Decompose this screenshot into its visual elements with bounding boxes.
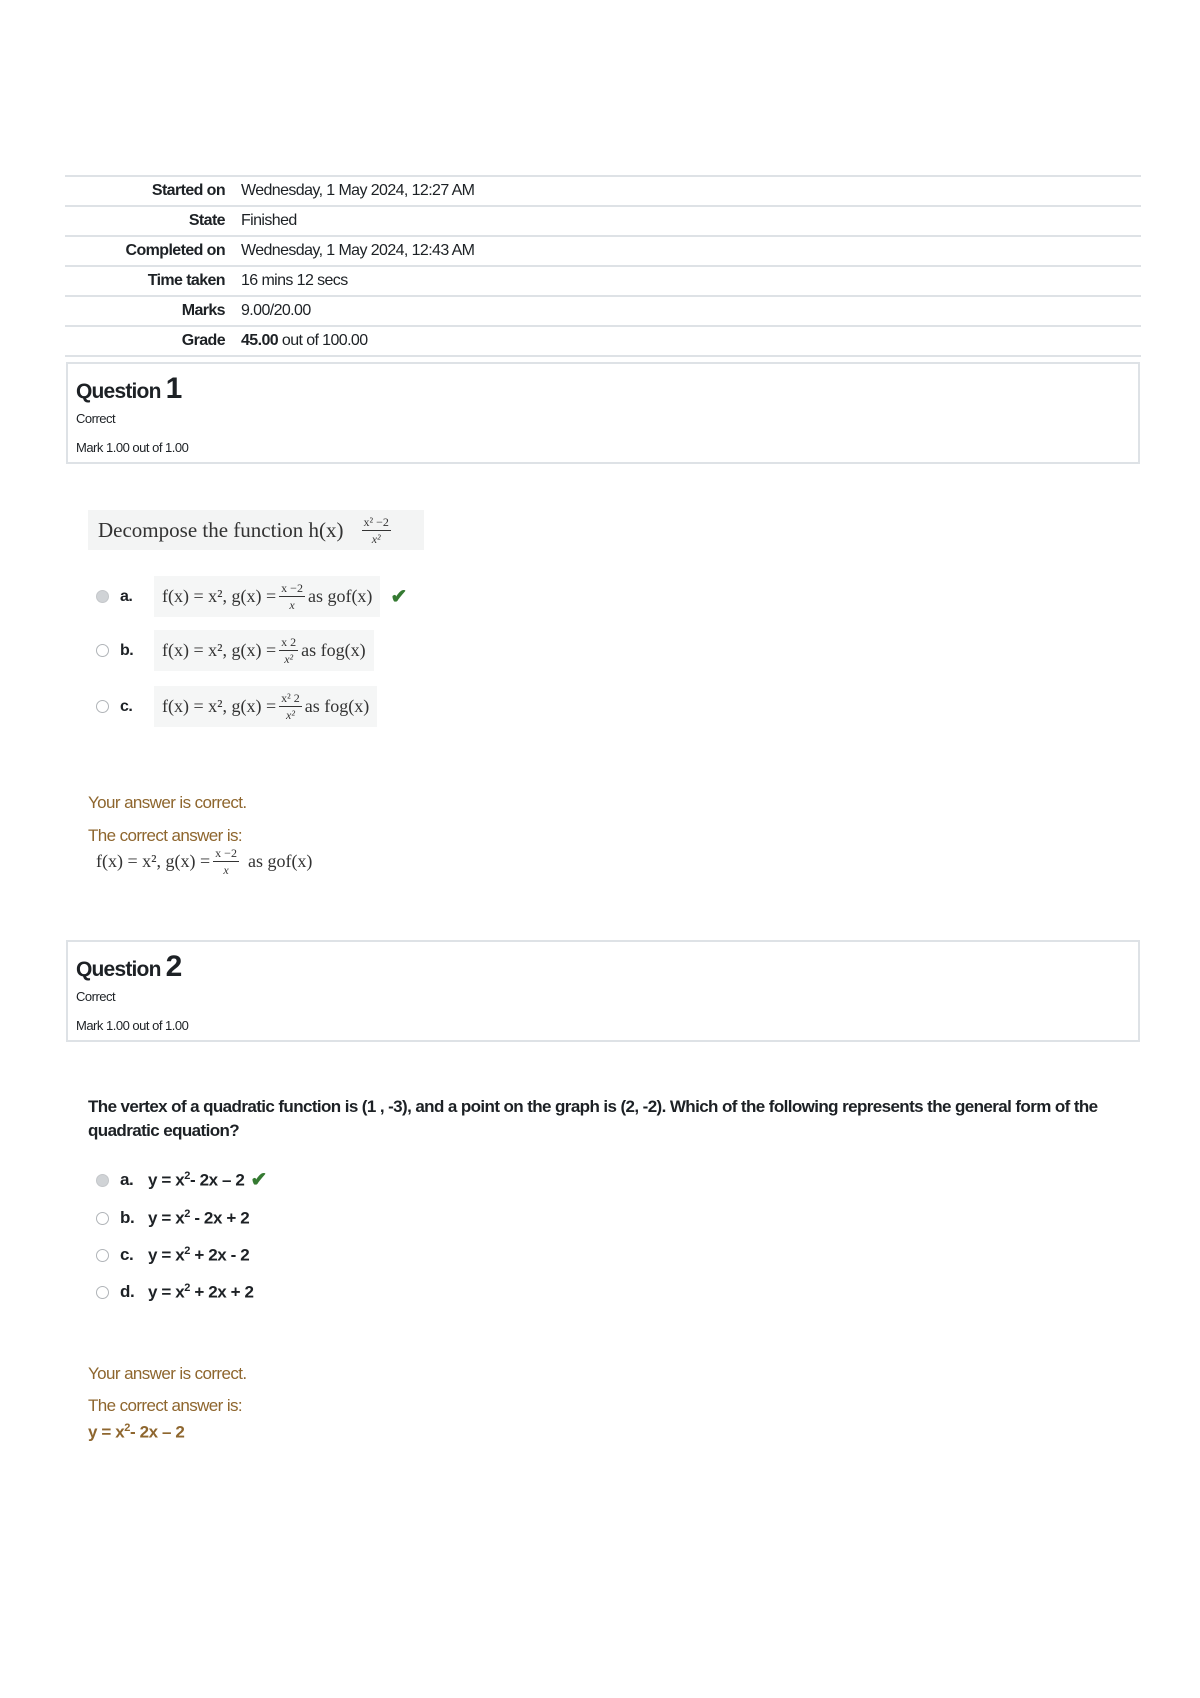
option-math-post: as fog(x) [304, 696, 370, 716]
correct-fraction [213, 847, 239, 876]
summary-row-time-taken [65, 266, 1141, 296]
equation-post: - 2x – 2 [190, 1170, 245, 1190]
option-letter: c. [120, 1245, 134, 1265]
fraction-denominator: x² [286, 708, 295, 722]
fraction-numerator: x 2 [281, 635, 297, 649]
attempt-summary-table [65, 175, 1141, 357]
summary-row-state [65, 206, 1141, 236]
question-2-info [66, 940, 1140, 1042]
q2-correct-label: The correct answer is: [88, 1396, 243, 1415]
fraction-numerator: x² −2 [363, 514, 389, 529]
grade-suffix: out of 100.00 [281, 332, 368, 349]
option-equation [148, 1282, 254, 1303]
equation-post: + 2x + 2 [190, 1282, 254, 1302]
option-equation [148, 1245, 249, 1266]
correct-math-post: as gof(x) [247, 851, 313, 871]
q1-option-b[interactable] [96, 630, 374, 671]
summary-row-completed [65, 236, 1141, 266]
prompt-text: Decompose the function h(x) [98, 517, 344, 542]
option-letter: a. [120, 1170, 134, 1190]
equation-exponent: 2 [184, 1208, 191, 1220]
q1-correct-answer [96, 847, 312, 876]
radio-button[interactable] [96, 1249, 109, 1262]
fraction-denominator: x [289, 598, 295, 612]
option-math-pre: f(x) = x², g(x) = [162, 586, 277, 606]
equation-post: - 2x – 2 [130, 1422, 185, 1442]
checkmark-icon: ✔ [390, 585, 408, 608]
option-equation [148, 1208, 249, 1229]
radio-button[interactable] [96, 1174, 109, 1187]
summary-value: Wednesday, 1 May 2024, 12:27 AM [241, 182, 475, 199]
equation-pre: y = x [148, 1282, 185, 1302]
fraction-numerator: x² 2 [281, 691, 300, 705]
q1-option-c[interactable] [96, 686, 377, 727]
q1-option-a[interactable] [96, 576, 407, 617]
equation-pre: y = x [148, 1245, 185, 1265]
q2-option-a[interactable] [96, 1170, 267, 1191]
fraction-denominator: x² [371, 531, 381, 546]
q2-option-d[interactable] [96, 1282, 254, 1303]
question-state: Correct [76, 989, 116, 1004]
q2-option-c[interactable] [96, 1245, 249, 1266]
summary-row-grade [65, 326, 1141, 356]
equation-post: - 2x + 2 [190, 1208, 250, 1228]
equation-exponent: 2 [184, 1282, 191, 1294]
question-state: Correct [76, 411, 116, 426]
summary-label: Grade [181, 332, 225, 349]
option-content [154, 630, 374, 671]
option-content [154, 686, 377, 727]
equation-exponent: 2 [124, 1422, 131, 1434]
checkmark-icon: ✔ [250, 1169, 268, 1192]
summary-value: 16 mins 12 secs [241, 272, 348, 289]
equation-post: + 2x - 2 [190, 1245, 250, 1265]
option-equation [148, 1170, 244, 1191]
summary-value: 9.00/20.00 [241, 302, 311, 319]
question-grade: Mark 1.00 out of 1.00 [76, 1018, 189, 1033]
equation-exponent: 2 [184, 1245, 191, 1257]
option-fraction [279, 582, 305, 611]
option-letter: b. [120, 641, 134, 659]
summary-label: Started on [151, 182, 225, 199]
summary-value: Wednesday, 1 May 2024, 12:43 AM [241, 242, 475, 259]
q1-correct-label: The correct answer is: [88, 826, 243, 845]
radio-button[interactable] [96, 1212, 109, 1225]
equation-pre: y = x [148, 1170, 185, 1190]
grade-value: 45.00 [241, 332, 279, 349]
radio-button[interactable] [96, 644, 109, 657]
question-title: Question 1 [76, 372, 182, 405]
fraction-denominator: x² [284, 652, 294, 666]
prompt-fraction [362, 516, 391, 545]
equation-pre: y = x [148, 1208, 185, 1228]
option-fraction [279, 692, 302, 721]
summary-row-started [65, 176, 1141, 206]
option-content [154, 576, 380, 617]
summary-label: Time taken [147, 272, 225, 289]
fraction-numerator: x −2 [281, 581, 303, 595]
summary-value [241, 326, 1141, 356]
question-number: 1 [165, 372, 182, 405]
q2-option-b[interactable] [96, 1208, 249, 1229]
option-math-post: as gof(x) [307, 586, 373, 606]
fraction-denominator: x [223, 863, 229, 877]
question-2-prompt: The vertex of a quadratic function is (1 , -3), and a point on the graph is (2, -2). Which of the following represents the general form of the quadratic equation? [88, 1097, 1098, 1140]
question-number: 2 [165, 950, 182, 983]
option-letter: a. [120, 587, 133, 605]
radio-button[interactable] [96, 590, 109, 603]
question-grade: Mark 1.00 out of 1.00 [76, 440, 189, 455]
equation-exponent: 2 [184, 1170, 191, 1182]
option-letter: d. [120, 1282, 135, 1302]
q2-feedback: Your answer is correct. [88, 1364, 247, 1383]
equation-pre: y = x [88, 1422, 125, 1442]
radio-button[interactable] [96, 1286, 109, 1299]
question-title: Question 2 [76, 950, 182, 983]
option-letter: c. [120, 697, 133, 715]
option-math-pre: f(x) = x², g(x) = [162, 640, 277, 660]
option-math-post: as fog(x) [301, 640, 366, 660]
summary-row-marks [65, 296, 1141, 326]
summary-value: Finished [241, 212, 297, 229]
summary-label: State [188, 212, 225, 229]
summary-label: Marks [181, 302, 225, 319]
summary-label: Completed on [125, 242, 225, 259]
q2-correct-answer [88, 1422, 184, 1443]
correct-math-pre: f(x) = x², g(x) = [96, 851, 211, 871]
option-math-pre: f(x) = x², g(x) = [162, 696, 277, 716]
option-letter: b. [120, 1208, 135, 1228]
radio-button[interactable] [96, 700, 109, 713]
question-1-prompt [88, 510, 424, 550]
fraction-numerator: x −2 [215, 846, 237, 860]
option-fraction [279, 636, 298, 665]
question-1-info [66, 362, 1140, 464]
q1-feedback: Your answer is correct. [88, 793, 247, 812]
